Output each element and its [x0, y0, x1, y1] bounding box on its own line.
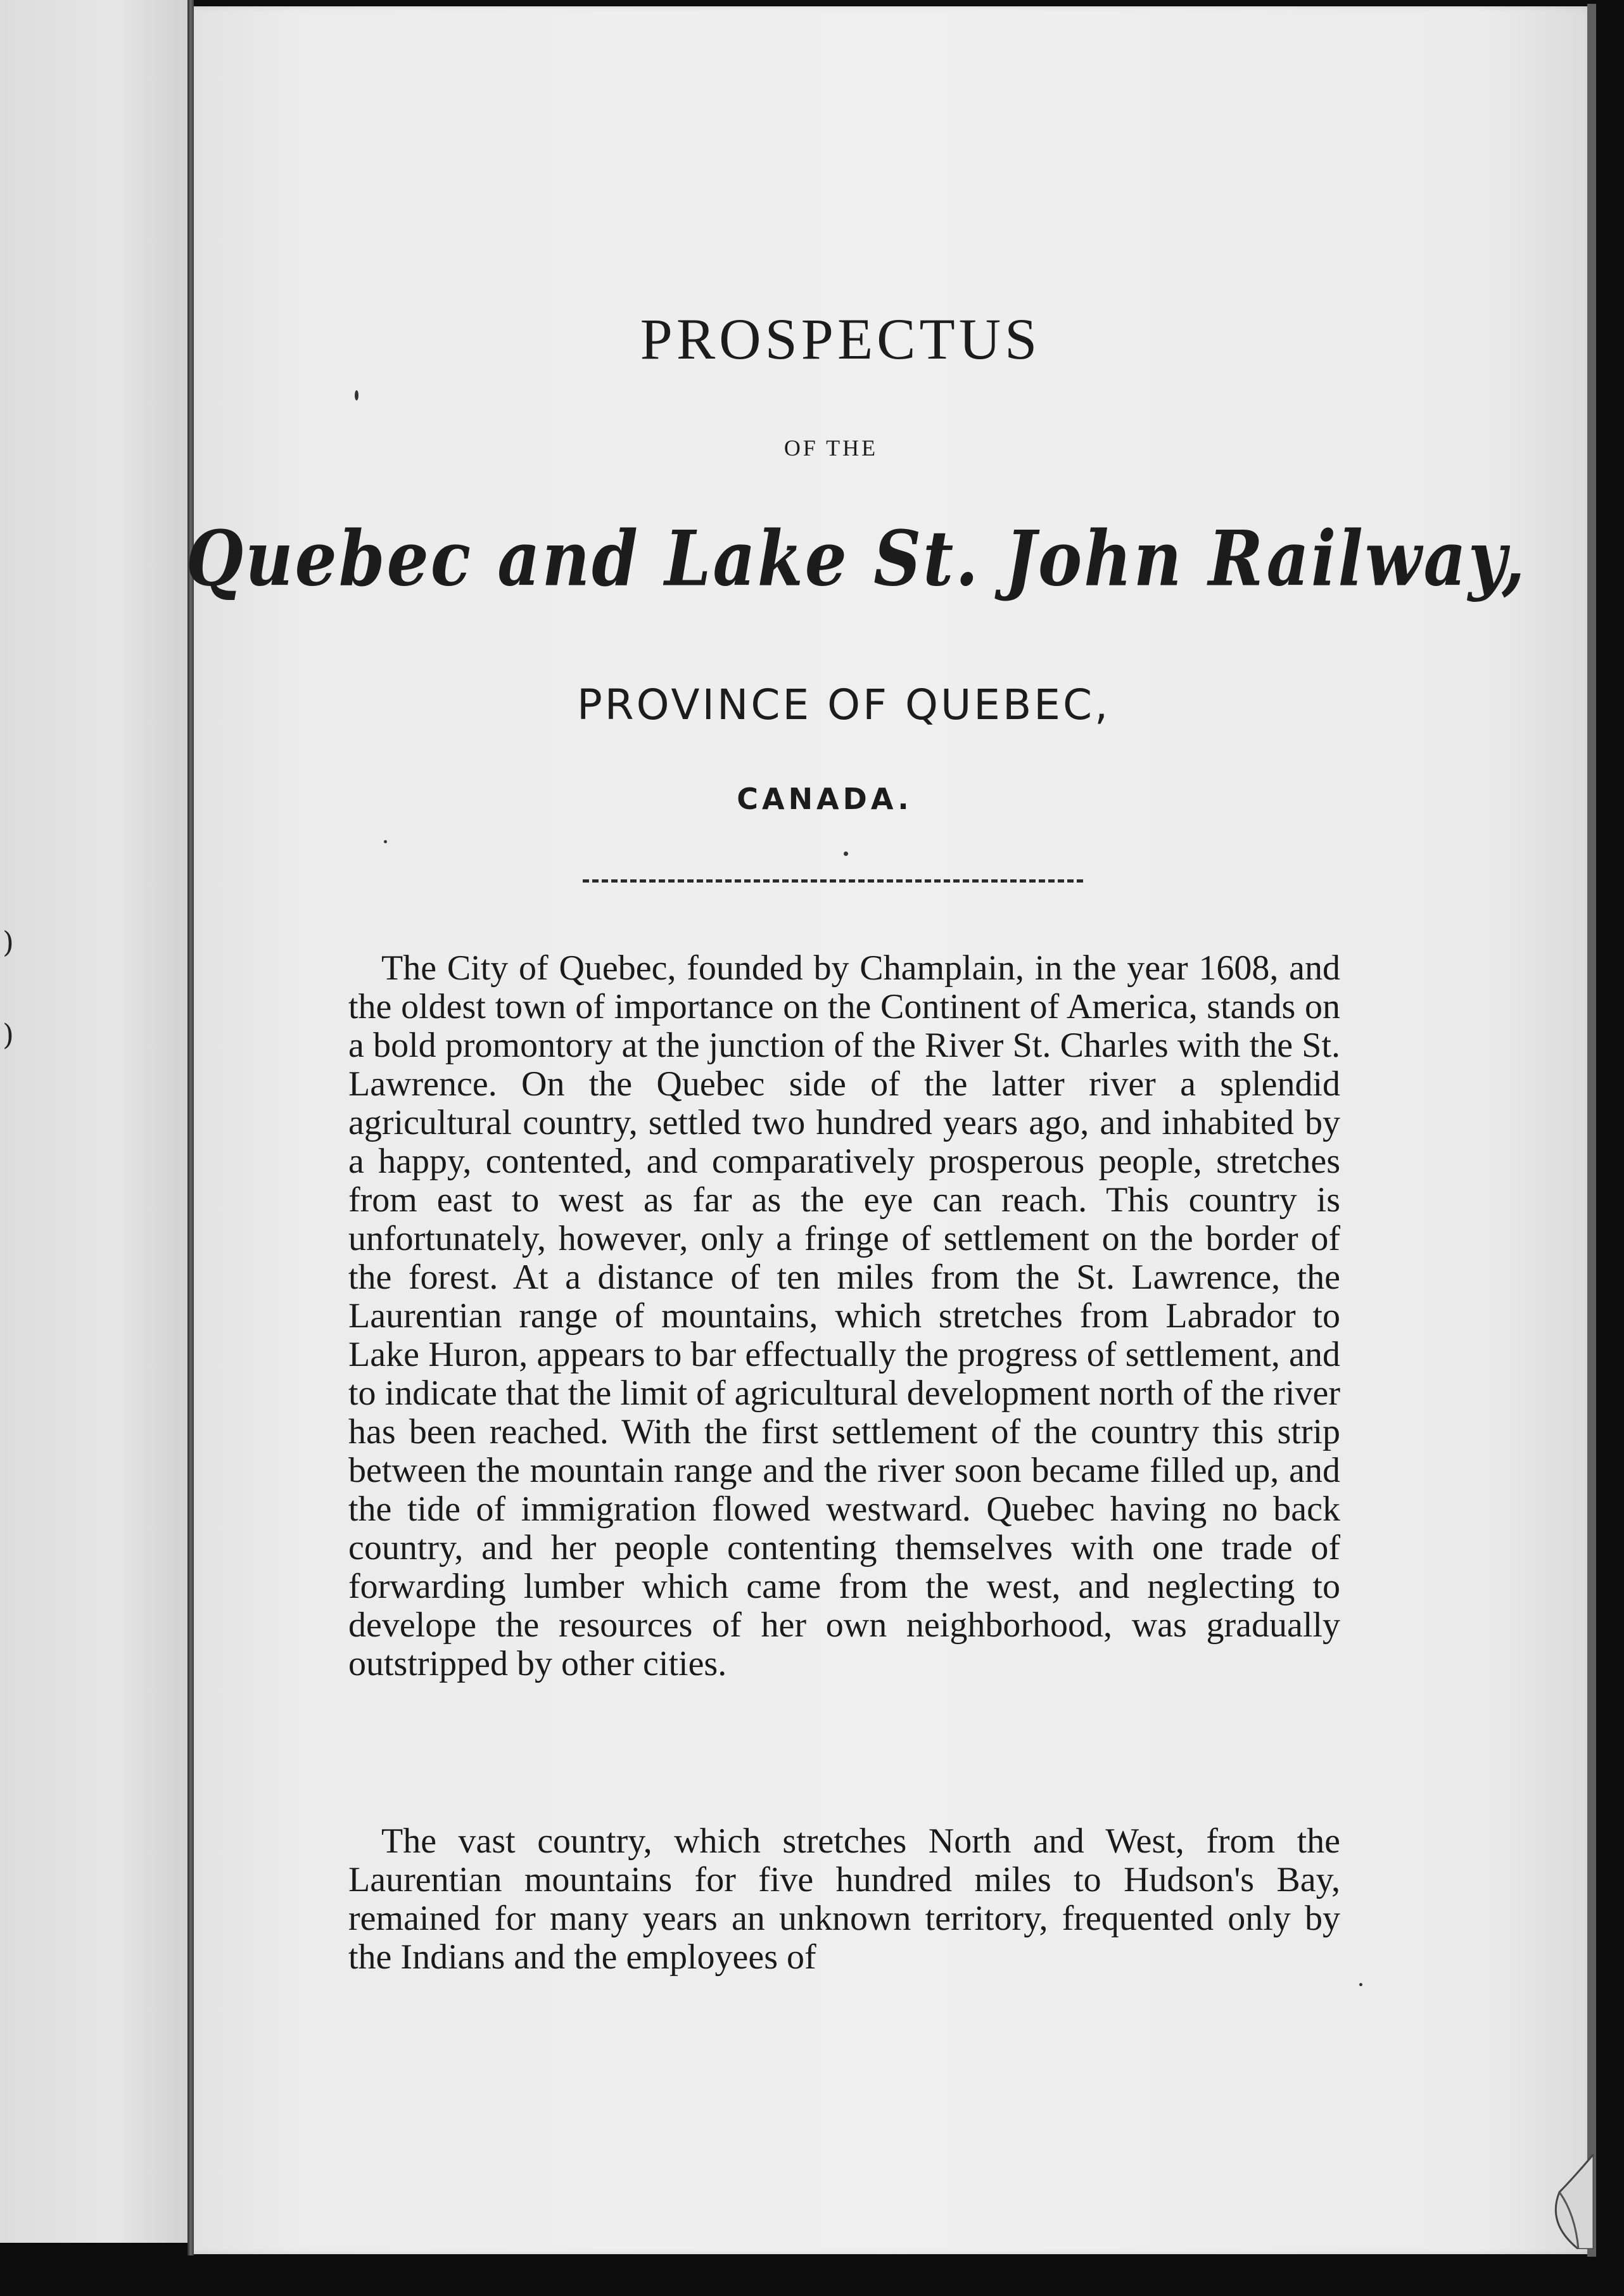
facing-page-mark: ): [3, 925, 14, 959]
dashed-divider: [583, 879, 1083, 883]
body-paragraph: The City of Quebec, founded by Champlain, in the year 1608, and the oldest town of importance on the Continent of America, stands on a bold promontory at the junction of the River St. Charles with the St. Lawrence. On the Quebec side of the latter river a splendid agricultural country, settled two hundred years ago, and inhabited by a happy, contented, and comparatively prosperous people, stretches from east to west as far as the eye can reach. This country is unfortunately, however, only a fringe of settlement on the border of the forest. At a distance of ten miles from the St. Lawrence, the Laurentian range of mountains, which stretches from Labrador to Lake Huron, appears to bar effectually the progress of settlement, and to indicate that the limit of agricultural development north of the river has been reached. With the first settlement of the country this strip between the mountain range and the river soon became filled up, and the tide of immigration flowed westward. Quebec having no back country, and her people contenting themselves with one trade of forwarding lumber which came from the west, and neglecting to develope the resources of her own neighborhood, was gradually outstripped by other cities.: [348, 948, 1340, 1683]
railway-name-heading: Quebec and Lake St. John Railway,: [186, 513, 1527, 604]
print-speck: [1359, 1983, 1362, 1986]
print-speck: [844, 851, 848, 856]
body-paragraph: The vast country, which stretches North and West, from the Laurentian mountains for five hundred miles to Hudson's Bay, remained for many years an unknown territory, frequented only by the Indians and the employees of: [348, 1821, 1340, 1977]
of-the-caption: OF THE: [783, 435, 879, 461]
country-heading: CANADA.: [737, 782, 913, 816]
print-speck: [384, 840, 387, 843]
facing-page-mark: ): [3, 1017, 14, 1052]
page-corner-fold: [1540, 2154, 1594, 2249]
province-heading: PROVINCE OF QUEBEC,: [576, 680, 1111, 729]
print-speck: [355, 390, 358, 400]
document-title: PROSPECTUS: [640, 307, 1041, 371]
